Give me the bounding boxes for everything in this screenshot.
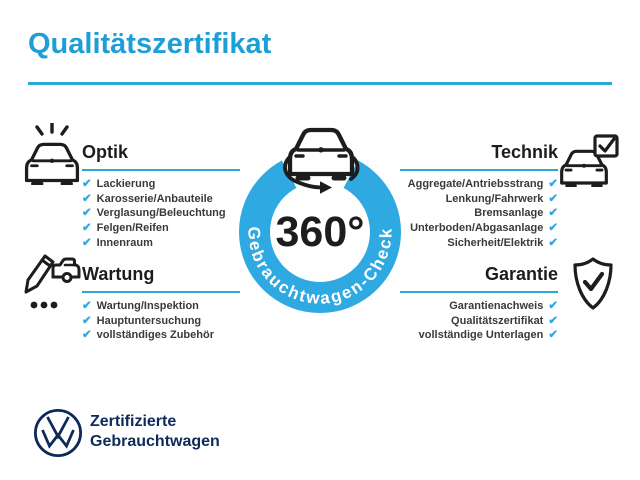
- check-icon: ✔: [548, 207, 558, 220]
- checklist-item: [400, 223, 558, 235]
- optik-checklist: [82, 179, 240, 249]
- vw-logo: [32, 407, 84, 459]
- shield-check-icon: [570, 256, 616, 314]
- checklist-item: [400, 179, 558, 191]
- checklist-item-label: Bremsanlage: [474, 207, 544, 220]
- checklist-item-label: vollständiges Zubehör: [96, 329, 214, 342]
- checklist-item: [82, 208, 240, 220]
- checklist-item: [82, 316, 240, 328]
- checklist-item: [400, 316, 558, 328]
- section-optik: [82, 142, 240, 249]
- brand-claim-line2: Gebrauchtwagen: [90, 432, 220, 450]
- checklist-item: [400, 301, 558, 313]
- checklist-item: [82, 223, 240, 235]
- section-technik: [400, 142, 558, 249]
- check-icon: ✔: [548, 314, 558, 327]
- check-icon: ✔: [82, 192, 92, 205]
- checklist-item: [82, 330, 240, 342]
- check-icon: ✔: [82, 329, 92, 342]
- technik-checklist: [400, 179, 558, 249]
- header-divider: [28, 82, 612, 85]
- section-title-optik: Optik: [82, 142, 240, 171]
- checklist-item-label: Lenkung/Fahrwerk: [445, 192, 544, 205]
- checklist-item: [82, 238, 240, 250]
- section-title-wartung: Wartung: [82, 264, 240, 293]
- section-garantie: [400, 264, 558, 342]
- ring-label: Gebrauchtwagen-Check: [244, 226, 396, 309]
- check-icon: ✔: [548, 178, 558, 190]
- checklist-item-label: Wartung/Inspektion: [96, 300, 199, 312]
- car-checkbox-icon: [559, 133, 621, 187]
- checklist-item: [82, 194, 240, 206]
- checklist-item-label: Garantienachweis: [449, 300, 544, 312]
- checklist-item-label: Qualitätszertifikat: [451, 314, 544, 327]
- wartung-checklist: [82, 301, 240, 342]
- checklist-item-label: Innenraum: [96, 236, 153, 249]
- checklist-item-label: Sicherheit/Elektrik: [447, 236, 544, 249]
- pencil-car-icon: [21, 252, 81, 316]
- 360-check-ring: [218, 116, 422, 322]
- brand-claim-line1: Zertifizierte: [90, 413, 177, 430]
- garantie-checklist: [400, 301, 558, 342]
- checklist-item-label: Aggregate/Antriebsstrang: [407, 178, 544, 190]
- checklist-item-label: Lackierung: [96, 178, 156, 190]
- degree-value: 360°: [275, 208, 365, 256]
- section-title-garantie: Garantie: [400, 264, 558, 293]
- checklist-item-label: Felgen/Reifen: [96, 222, 169, 235]
- checklist-item: [400, 330, 558, 342]
- check-icon: ✔: [82, 300, 92, 312]
- check-icon: ✔: [548, 300, 558, 312]
- checklist-item: [400, 208, 558, 220]
- check-icon: ✔: [82, 222, 92, 235]
- section-title-technik: Technik: [400, 142, 558, 171]
- checklist-item: [400, 194, 558, 206]
- checklist-item: [400, 238, 558, 250]
- check-icon: ✔: [82, 207, 92, 220]
- check-icon: ✔: [548, 192, 558, 205]
- check-icon: ✔: [82, 178, 92, 190]
- checklist-item-label: Karosserie/Anbauteile: [96, 192, 213, 205]
- checklist-item: [82, 179, 240, 191]
- checklist-item: [82, 301, 240, 313]
- checklist-item-label: Unterboden/Abgasanlage: [410, 222, 544, 235]
- check-icon: ✔: [548, 236, 558, 249]
- section-wartung: [82, 264, 240, 342]
- check-icon: ✔: [548, 329, 558, 342]
- checklist-item-label: vollständige Unterlagen: [418, 329, 544, 342]
- check-icon: ✔: [82, 236, 92, 249]
- checklist-item-label: Verglasung/Beleuchtung: [96, 207, 226, 220]
- car-shine-icon: [24, 123, 80, 185]
- check-icon: ✔: [548, 222, 558, 235]
- checklist-item-label: Hauptuntersuchung: [96, 314, 202, 327]
- brand-claim: [90, 412, 220, 451]
- check-icon: ✔: [82, 314, 92, 327]
- page-title: Qualitätszertifikat: [28, 28, 272, 60]
